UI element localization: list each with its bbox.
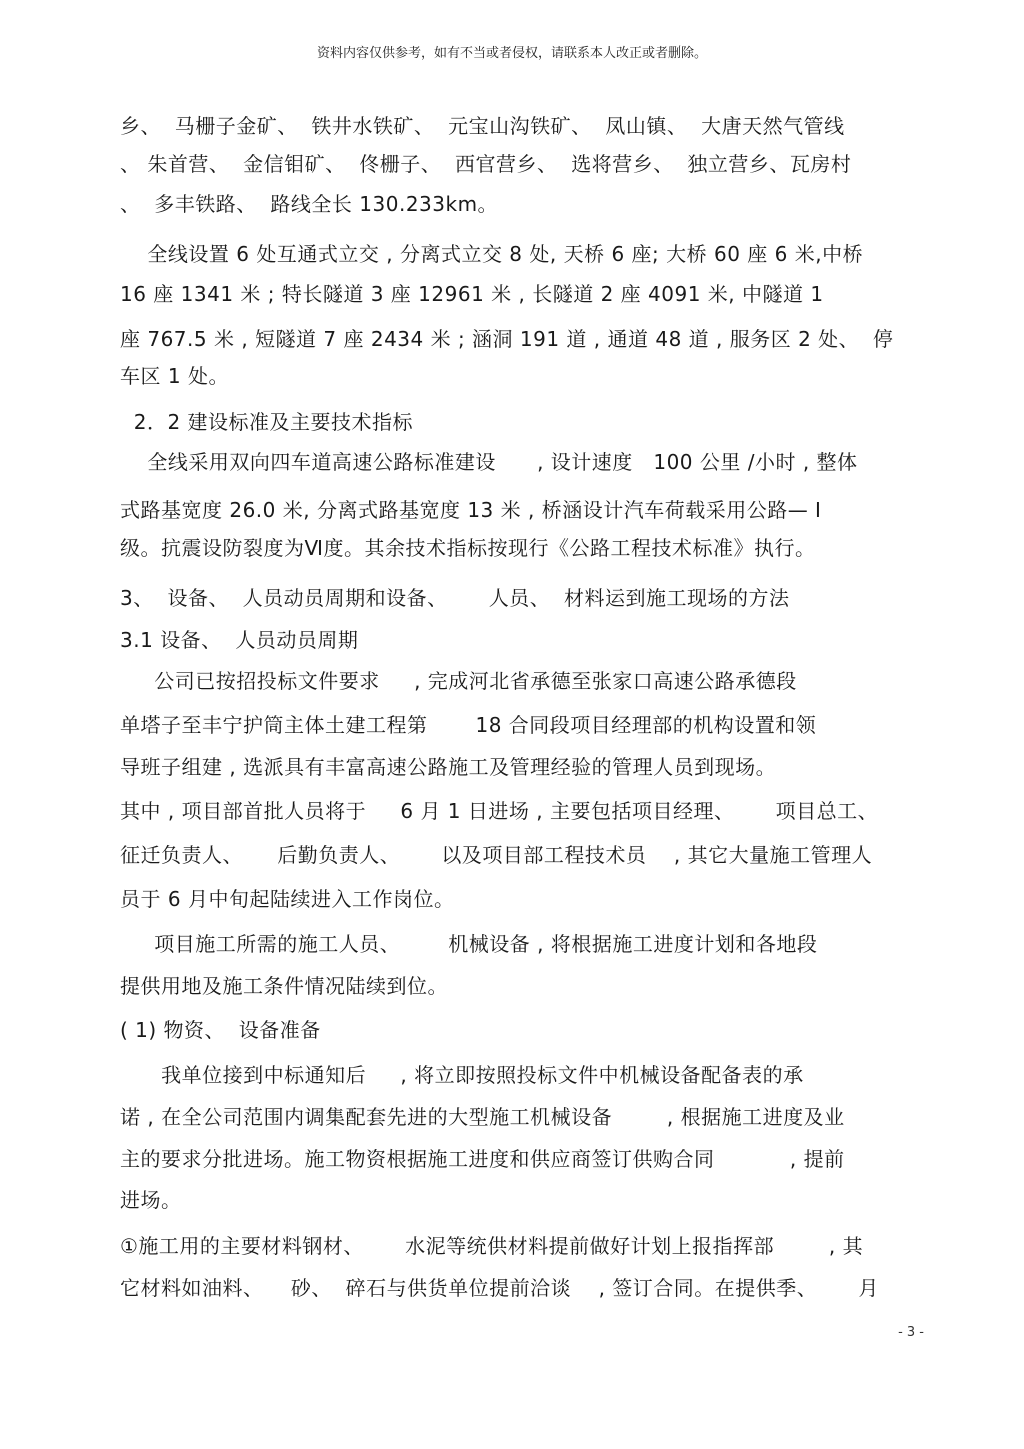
paragraph-line: ( 1) 物资、 设备准备 — [120, 1018, 321, 1042]
paragraph-line: 项目施工所需的施工人员、 机械设备 , 将根据施工进度计划和各地段 — [120, 932, 818, 956]
paragraph-line: 我单位接到中标通知后 , 将立即按照投标文件中机械设备配备表的承 — [120, 1063, 804, 1087]
paragraph-line: 公司已按招投标文件要求 , 完成河北省承德至张家口高速公路承德段 — [120, 669, 797, 693]
paragraph-line: 征迁负责人、 后勤负责人、 以及项目部工程技术员 , 其它大量施工管理人 — [120, 843, 873, 867]
paragraph-line: 车区 1 处。 — [120, 364, 229, 388]
paragraph-line: 它材料如油料、 砂、 碎石与供货单位提前洽谈 , 签订合同。在提供季、 月 — [120, 1276, 879, 1300]
paragraph-line: 诺 , 在全公司范围内调集配套先进的大型施工机械设备 , 根据施工进度及业 — [120, 1105, 845, 1129]
page-number: - 3 - — [898, 1325, 924, 1340]
paragraph-line: 提供用地及施工条件情况陆续到位。 — [120, 974, 448, 998]
paragraph-line: 座 767.5 米 , 短隧道 7 座 2434 米 ; 涵洞 191 道 , 通道 48 道 , 服务区 2 处、 停 — [120, 327, 894, 351]
disclaimer-header: 资料内容仅供参考，如有不当或者侵权，请联系本人改正或者删除。 — [316, 46, 707, 61]
paragraph-line: 单塔子至丰宁护筒主体土建工程第 18 合同段项目经理部的机构设置和领 — [120, 713, 817, 737]
paragraph-line: 式路基宽度 26.0 米, 分离式路基宽度 13 米 , 桥涵设计汽车荷载采用公路— Ⅰ — [120, 498, 822, 522]
paragraph-line: 、 多丰铁路、 路线全长 130.233km。 — [120, 192, 499, 216]
paragraph-line: 主的要求分批进场。施工物资根据施工进度和供应商签订供购合同 , 提前 — [120, 1147, 845, 1171]
paragraph-line: 其中 , 项目部首批人员将于 6 月 1 日进场 , 主要包括项目经理、 项目总工、 — [120, 799, 879, 823]
paragraph-line: 全线设置 6 处互通式立交 , 分离式立交 8 处, 天桥 6 座; 大桥 60 座 6 米,中桥 — [120, 242, 864, 266]
paragraph-line: 员于 6 月中旬起陆续进入工作岗位。 — [120, 887, 455, 911]
paragraph-line: 、 朱首营、 金信钼矿、 佟栅子、 西官营乡、 选将营乡、 独立营乡、瓦房村 — [120, 152, 852, 176]
paragraph-line: 全线采用双向四车道高速公路标准建设 , 设计速度 100 公里 /小时 , 整体 — [120, 450, 858, 474]
paragraph-line: 进场。 — [120, 1188, 182, 1212]
paragraph-line: ①施工用的主要材料钢材、 水泥等统供材料提前做好计划上报指挥部 , 其 — [120, 1234, 864, 1258]
paragraph-line: 导班子组建 , 选派具有丰富高速公路施工及管理经验的管理人员到现场。 — [120, 755, 777, 779]
paragraph-line: 级。抗震设防裂度为Ⅵ度。其余技术指标按现行《公路工程技术标准》执行。 — [120, 536, 816, 560]
paragraph-line: 16 座 1341 米 ; 特长隧道 3 座 12961 米 , 长隧道 2 座 4091 米, 中隧道 1 — [120, 282, 824, 306]
paragraph-line: 2．2 建设标准及主要技术指标 — [120, 410, 414, 434]
paragraph-line: 乡、 马栅子金矿、 铁井水铁矿、 元宝山沟铁矿、 凤山镇、 大唐天然气管线 — [120, 114, 845, 138]
paragraph-line: 3.1 设备、 人员动员周期 — [120, 628, 359, 652]
paragraph-line: 3、 设备、 人员动员周期和设备、 人员、 材料运到施工现场的方法 — [120, 586, 790, 610]
